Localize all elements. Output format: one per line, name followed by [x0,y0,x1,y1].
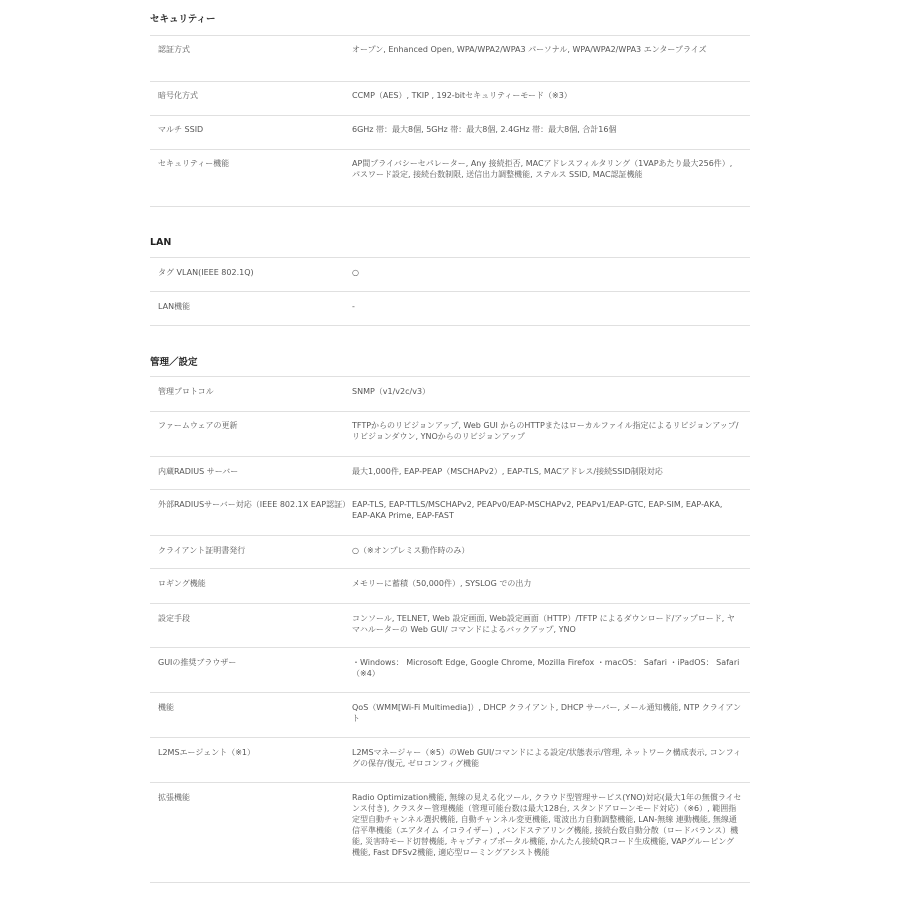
row-value: 最大1,000件, EAP-PEAP（MSCHAPv2）, EAP-TLS, MACアドレス/接続SSID制限対応 [352,467,663,476]
row-value: L2MSマネージャー（※5）のWeb GUI/コマンドによる設定/状態表示/管理, ネットワーク構成表示, コンフィグの保存/復元, ゼロコンフィグ機能 [352,748,742,768]
table-row [150,603,750,647]
table-row [150,782,750,883]
section-title: セキュリティー [150,14,216,25]
row-label: 暗号化方式 [158,91,198,100]
table-row [150,737,750,782]
row-value: Radio Optimization機能, 無線の見える化ツール, クラウド型管理サービス(YNO)対応(最大1年の無償ライセンス付き), クラスター管理機能（管理可能台数は最大128台, スタンドアローンモード対応）（※6）, 範囲指定型自動チャンネル選択機能, 自動チャンネル変更機能, 電波出力自動調整機能, LAN-無線 連動機能, 無線通信平準機能（エアタイム イコライザー）, バンドステアリング機能, 接続台数自動分散（ロードバランス）機能, 災害時モード切替機能, キャプティブポータル機能, かんたん接続QRコード生成機能, VAPグルーピング機能, Fast DFSv2機能, 適応型ローミングアシスト機能 [352,793,742,857]
row-label: タグ VLAN(IEEE 802.1Q) [158,268,254,277]
row-label: 拡張機能 [158,793,190,802]
table-row [150,489,750,535]
row-value: CCMP（AES）, TKIP , 192-bitセキュリティーモード（※3） [352,91,572,100]
row-value: ・Windows： Microsoft Edge, Google Chrome, Mozilla Firefox ・macOS： Safari ・iPadOS： Safari（※4） [352,658,740,678]
row-label: 外部RADIUSサーバー対応（IEEE 802.1X EAP認証） [158,500,351,509]
row-value: SNMP（v1/v2c/v3） [352,387,431,396]
row-value: コンソール, TELNET, Web 設定画面, Web設定画面（HTTP）/TFTP によるダウンロード/アップロード, ヤマハルーターの Web GUI/ コマンドによるバックアップ, YNO [352,614,735,634]
row-label: クライアント証明書発行 [158,546,246,555]
table-row [150,411,750,456]
table-row [150,535,750,568]
management-table [150,376,750,883]
table-row [150,115,750,149]
row-label: 設定手段 [158,614,190,623]
section-title: LAN [150,237,172,248]
row-value: EAP-TLS, EAP-TTLS/MSCHAPv2, PEAPv0/EAP-MSCHAPv2, PEAPv1/EAP-GTC, EAP-SIM, EAP-AKA, EAP-AKA Prime, EAP-FAST [352,500,723,520]
row-label: 認証方式 [158,45,190,54]
row-label: 内蔵RADIUS サーバー [158,467,239,476]
row-label: ロギング機能 [158,579,206,588]
row-label: セキュリティー機能 [158,159,230,168]
row-label: ファームウェアの更新 [158,421,238,430]
table-row [150,568,750,603]
security-table [150,35,750,207]
row-label: L2MSエージェント（※1） [158,748,255,757]
section-lan [150,237,750,249]
section-security [150,14,750,26]
table-row [150,291,750,326]
table-row [150,647,750,692]
row-label: 機能 [158,703,174,712]
table-row [150,456,750,489]
row-label: LAN機能 [158,302,191,311]
row-value: オープン, Enhanced Open, WPA/WPA2/WPA3 パーソナル, WPA/WPA2/WPA3 エンタープライズ [352,45,707,54]
table-row [150,149,750,207]
table-row [150,376,750,411]
row-value: ○ [352,268,359,277]
row-value: AP間プライバシーセパレーター, Any 接続拒否, MACアドレスフィルタリング（1VAPあたり最大256件）, パスワード設定, 接続台数制限, 送信出力調整機能, ステルス SSID, MAC認証機能 [352,159,733,179]
row-label: GUIの推奨ブラウザー [158,658,237,667]
row-value: - [352,302,355,311]
section-management [150,357,750,369]
table-row [150,35,750,81]
row-value: ○（※オンプレミス動作時のみ） [352,546,470,555]
row-label: マルチ SSID [158,125,204,134]
row-value: QoS（WMM[Wi-Fi Multimedia]）, DHCP クライアント, DHCP サーバー, メール通知機能, NTP クライアント [352,703,742,723]
lan-table [150,257,750,326]
row-value: 6GHz 帯：最大8個, 5GHz 帯：最大8個, 2.4GHz 帯：最大8個, 合計16個 [352,125,617,134]
row-value: メモリーに蓄積（50,000件）, SYSLOG での出力 [352,579,532,588]
table-row [150,81,750,115]
section-title: 管理／設定 [150,357,198,368]
table-row [150,257,750,291]
row-label: 管理プロトコル [158,387,214,396]
table-row [150,692,750,737]
row-value: TFTPからのリビジョンアップ, Web GUI からのHTTPまたはローカルファイル指定によるリビジョンアップ/リビジョンダウン, YNOからのリビジョンアップ [352,421,739,441]
